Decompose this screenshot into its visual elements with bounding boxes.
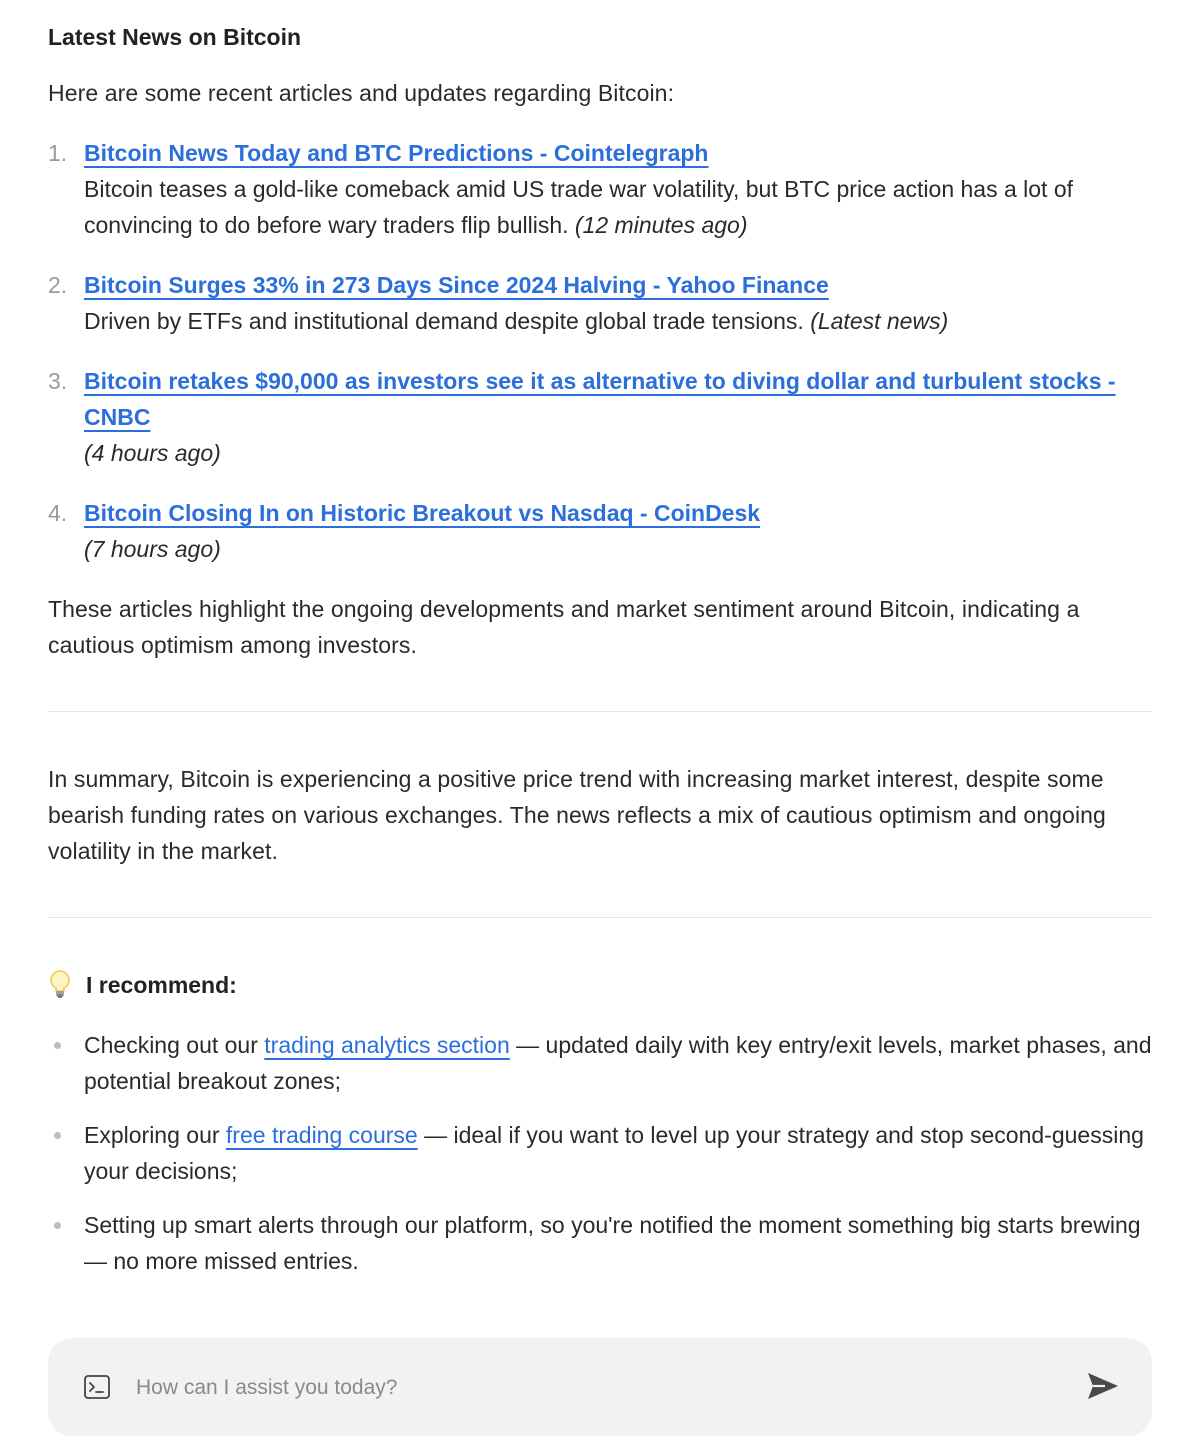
recommend-list bbox=[48, 1027, 1152, 1297]
news-item bbox=[48, 267, 1152, 339]
recommend-text: Exploring our bbox=[84, 1122, 226, 1148]
news-description: Driven by ETFs and institutional demand despite global trade tensions. bbox=[84, 308, 804, 334]
news-time: (Latest news) bbox=[810, 308, 949, 334]
free-trading-course-link[interactable]: free trading course bbox=[225, 1122, 418, 1148]
news-item bbox=[48, 135, 1152, 243]
divider bbox=[48, 917, 1152, 918]
recommend-text: Setting up smart alerts through our platform, so you're notified the moment something big starts brewing — no more missed entries. bbox=[84, 1212, 1141, 1274]
news-number: 3. bbox=[48, 368, 68, 394]
news-time: (12 minutes ago) bbox=[574, 212, 748, 238]
chat-input[interactable] bbox=[134, 1368, 1038, 1408]
news-link-cnbc[interactable]: Bitcoin retakes $90,000 as investors see it as alternative to diving dollar and turbulent stocks - CNBC bbox=[84, 368, 1116, 430]
recommend-text: — ideal if you want to level up your strategy and stop second-guessing your decisions; bbox=[84, 1122, 1144, 1184]
recommend-heading bbox=[48, 967, 237, 1003]
news-number: 4. bbox=[48, 500, 68, 526]
outro-text: These articles highlight the ongoing developments and market sentiment around Bitcoin, indicating a cautious optimism among investors. bbox=[48, 596, 1080, 658]
news-link-coindesk[interactable]: Bitcoin Closing In on Historic Breakout vs Nasdaq - CoinDesk bbox=[84, 500, 761, 526]
list-item bbox=[48, 1027, 1152, 1099]
news-time: (7 hours ago) bbox=[84, 536, 221, 562]
intro-text: Here are some recent articles and updates regarding Bitcoin: bbox=[48, 80, 675, 106]
news-list bbox=[48, 135, 1152, 591]
send-button[interactable] bbox=[1084, 1368, 1122, 1406]
news-item bbox=[48, 495, 1152, 567]
news-heading: Latest News on Bitcoin bbox=[48, 24, 302, 50]
news-number: 1. bbox=[48, 140, 68, 166]
summary-text: In summary, Bitcoin is experiencing a positive price trend with increasing market interest, despite some bearish funding rates on various exchanges. The news reflects a mix of cautious optimism and ongoing volatility in the market. bbox=[48, 766, 1106, 864]
news-number: 2. bbox=[48, 272, 68, 298]
chat-input-bar bbox=[48, 1338, 1152, 1436]
lightbulb-icon bbox=[48, 967, 76, 1003]
news-item bbox=[48, 363, 1152, 471]
terminal-icon[interactable] bbox=[84, 1375, 110, 1399]
bullet-icon bbox=[54, 1132, 61, 1139]
recommend-text: — updated daily with key entry/exit levels, market phases, and potential breakout zones; bbox=[84, 1032, 1152, 1094]
bullet-icon bbox=[54, 1042, 61, 1049]
recommend-title: I recommend: bbox=[86, 972, 237, 998]
list-item bbox=[48, 1207, 1152, 1279]
recommend-text: Checking out our bbox=[84, 1032, 265, 1058]
news-link-cointelegraph[interactable]: Bitcoin News Today and BTC Predictions - Cointelegraph bbox=[84, 140, 709, 166]
bullet-icon bbox=[54, 1222, 61, 1229]
trading-analytics-link[interactable]: trading analytics section bbox=[264, 1032, 510, 1058]
news-time: (4 hours ago) bbox=[84, 440, 221, 466]
news-description: Bitcoin teases a gold-like comeback amid US trade war volatility, but BTC price action has a lot of convincing to do before wary traders flip bullish. bbox=[84, 176, 1074, 238]
news-link-yahoo-finance[interactable]: Bitcoin Surges 33% in 273 Days Since 2024 Halving - Yahoo Finance bbox=[84, 272, 829, 298]
send-icon bbox=[1085, 1368, 1121, 1404]
list-item bbox=[48, 1117, 1152, 1189]
divider bbox=[48, 711, 1152, 712]
